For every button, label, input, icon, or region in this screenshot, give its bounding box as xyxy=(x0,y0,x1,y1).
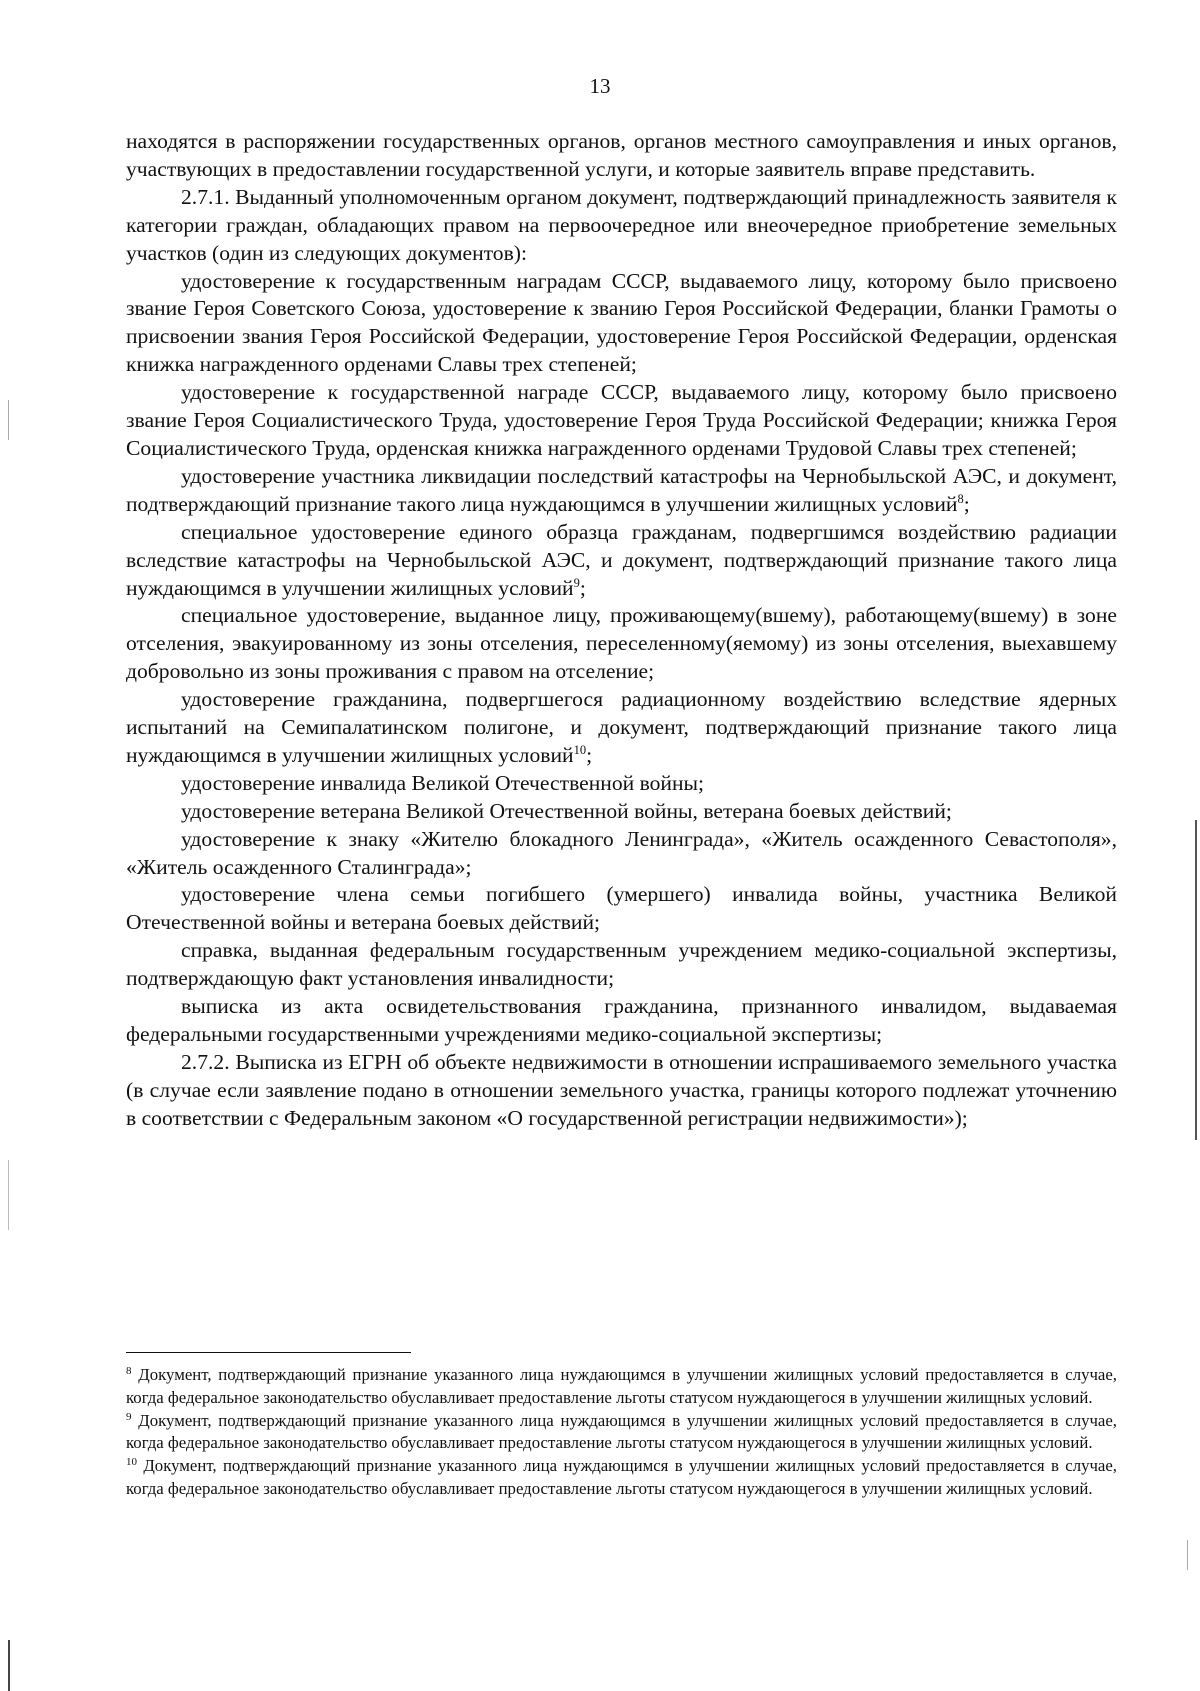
paragraph-tail: ; xyxy=(963,491,970,516)
paragraph-chernobyl-liquidator xyxy=(126,463,1117,519)
scan-mark xyxy=(8,1640,10,1691)
page-number: 13 xyxy=(589,74,611,98)
scan-mark xyxy=(1195,820,1197,1140)
footnote-ref-9[interactable]: 9 xyxy=(573,575,580,590)
document-body xyxy=(126,128,1117,1133)
paragraph-veteran: удостоверение ветерана Великой Отечественной войны, ветерана боевых действий; xyxy=(181,798,952,823)
paragraph-text: удостоверение гражданина, подвергшегося радиационному воздействию вследствие ядерных испытаний на Семипалатинском полигоне, и документ, подтверждающий признание такого лица нуждающимся в улучшении жилищных условий xyxy=(126,687,1117,767)
footnote-mark: 8 xyxy=(126,1365,132,1377)
paragraph-2-7-2: 2.7.2. Выписка из ЕГРН об объекте недвижимости в отношении испрашиваемого земельного участка (в случае если заявление подано в отношении земельного участка, границы которого подлежат уточнению в соответствии с Федеральным законом «О государственной регистрации недвижимости»); xyxy=(126,1049,1117,1130)
footnote-mark: 10 xyxy=(126,1456,137,1469)
paragraph-resettlement: специальное удостоверение, выданное лицу, проживающему(вшему), работающему(вшему) в зоне отселения, эвакуированному из зоны отселения, переселенному(яемому) из зоны отселения, выехавшему добровольно из зоны проживания с правом на отселение; xyxy=(126,603,1117,684)
footnote-text: Документ, подтверждающий признание указанного лица нуждающимся в улучшении жилищных условий предоставляется в случае, когда федеральное законодательство обуславливает предоставление льготы статусом нуждающегося в улучшении жилищных условий. xyxy=(126,1410,1117,1453)
paragraph-tail: ; xyxy=(586,742,593,767)
paragraph-text: специальное удостоверение единого образца гражданам, подвергшимся воздействию радиации вследствие катастрофы на Чернобыльской АЭС, и документ, подтверждающий признание такого лица нуждающимся в улучшении жилищных условий xyxy=(126,519,1117,600)
paragraph-family-member: удостоверение члена семьи погибшего (умершего) инвалида войны, участника Великой Отечественной войны и ветерана боевых действий; xyxy=(126,882,1117,935)
scan-mark xyxy=(8,1160,9,1230)
footnote-separator xyxy=(126,1352,411,1353)
paragraph-text: удостоверение участника ликвидации последствий катастрофы на Чернобыльской АЭС, и документ, подтверждающий признание такого лица нуждающимся в улучшении жилищных условий xyxy=(126,463,1117,516)
paragraph-leningrad-badge: удостоверение к знаку «Жителю блокадного Ленинграда», «Житель осажденного Севастополя», «Житель осажденного Сталинграда»; xyxy=(126,826,1117,879)
footnote-ref-8[interactable]: 8 xyxy=(957,491,964,506)
paragraph-hero-labor: удостоверение к государственной награде СССР, выдаваемого лицу, которому было присвоено звание Героя Социалистического Труда, удостоверение Героя Труда Российской Федерации; книжка Героя Социалистического Труда, орденская книжка награжденного орденами Трудовой Славы трех степеней; xyxy=(126,380,1117,460)
paragraph-chernobyl-radiation xyxy=(126,519,1117,603)
footnote-10 xyxy=(126,1455,1117,1501)
footnote-text: Документ, подтверждающий признание указанного лица нуждающимся в улучшении жилищных условий предоставляется в случае, когда федеральное законодательство обуславливает предоставление льготы статусом нуждающегося в улучшении жилищных условий. xyxy=(126,1365,1117,1407)
scan-mark xyxy=(1187,1540,1188,1570)
footnote-8 xyxy=(126,1364,1117,1410)
footnote-mark: 9 xyxy=(126,1410,132,1423)
footnote-9 xyxy=(126,1410,1117,1456)
paragraph-mse-extract: выписка из акта освидетельствования гражданина, признанного инвалидом, выдаваемая федеральными государственными учреждениями медико-социальной экспертизы; xyxy=(126,994,1117,1046)
footnote-text: Документ, подтверждающий признание указанного лица нуждающимся в улучшении жилищных условий предоставляется в случае, когда федеральное законодательство обуславливает предоставление льготы статусом нуждающегося в улучшении жилищных условий. xyxy=(126,1456,1117,1498)
paragraph-invalid-wwii: удостоверение инвалида Великой Отечественной войны; xyxy=(181,770,705,795)
paragraph-semipalatinsk xyxy=(126,686,1117,770)
paragraph-continuation: находятся в распоряжении государственных органов, органов местного самоуправления и иных органов, участвующих в предоставлении государственной услуги, и которые заявитель вправе представить. xyxy=(126,129,1117,181)
paragraph-tail: ; xyxy=(579,575,586,600)
scan-mark xyxy=(8,400,9,440)
footnote-ref-10[interactable]: 10 xyxy=(573,742,587,757)
footnotes xyxy=(126,1364,1117,1501)
paragraph-mse-certificate: справка, выданная федеральным государственным учреждением медико-социальной экспертизы, подтверждающую факт установления инвалидности; xyxy=(126,938,1117,991)
paragraph-hero-ussr: удостоверение к государственным наградам СССР, выдаваемого лицу, которому было присвоено звание Героя Советского Союза, удостоверение к званию Героя Российской Федерации, бланки Грамоты о присвоении звания Героя Российской Федерации, удостоверение Героя Российской Федерации, орденская книжка награжденного орденами Славы трех степеней; xyxy=(126,268,1117,377)
paragraph-2-7-1: 2.7.1. Выданный уполномоченным органом документ, подтверждающий принадлежность заявителя к категории граждан, обладающих правом на первоочередное или внеочередное приобретение земельных участков (один из следующих документов): xyxy=(126,184,1117,265)
